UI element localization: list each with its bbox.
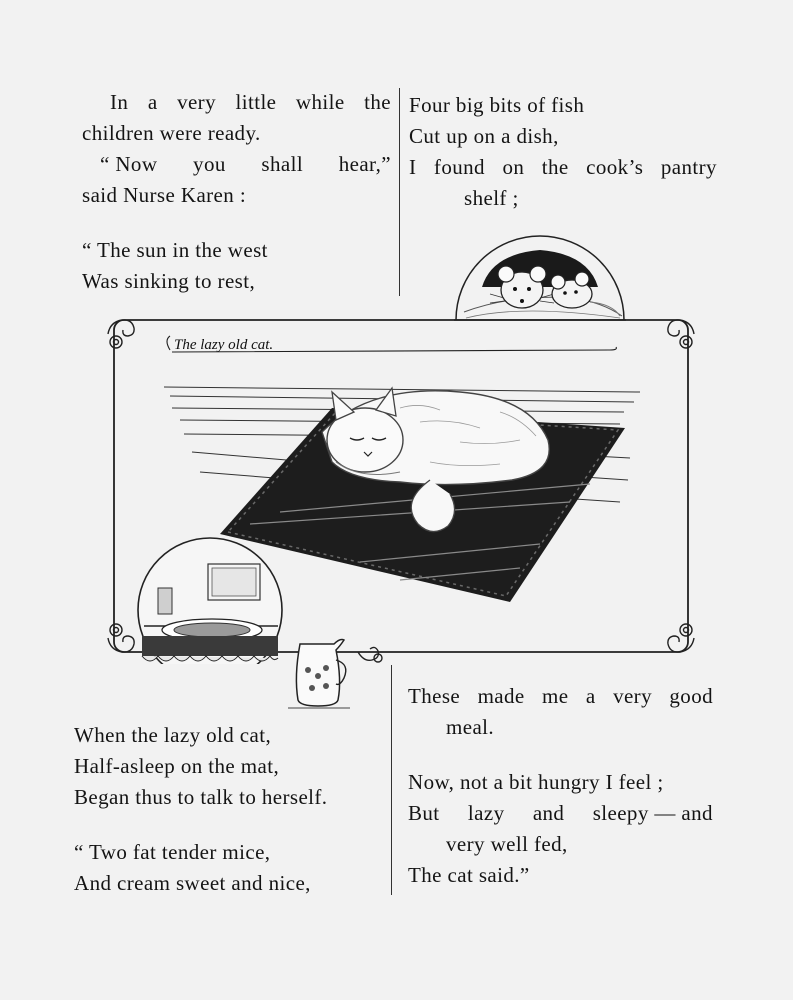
text-line: said Nurse Karen :	[82, 183, 247, 207]
word: very	[613, 684, 652, 708]
word: made	[477, 684, 525, 708]
text-line: shelf ;	[464, 186, 519, 210]
text-line: meal.	[446, 715, 495, 739]
text-line: The cat said.”	[408, 863, 530, 887]
word: cook’s	[586, 155, 644, 179]
text-line: And cream sweet and nice,	[74, 871, 311, 895]
text-line: Now, not a bit hungry I feel ;	[408, 770, 664, 794]
word: a	[585, 684, 596, 708]
column-rule-top	[399, 88, 400, 296]
word: me	[542, 684, 569, 708]
text-line: Cut up on a dish,	[409, 124, 559, 148]
text-line: very well fed,	[446, 832, 568, 856]
illustration-caption: The lazy old cat.	[174, 337, 274, 353]
text-line	[408, 681, 713, 712]
text-line: “ The sun in the west	[82, 238, 268, 262]
word: on	[502, 155, 525, 179]
word: found	[433, 155, 485, 179]
word: while	[295, 90, 345, 114]
verse-top-right	[409, 90, 717, 214]
text-line	[409, 152, 717, 183]
word: you	[193, 152, 226, 176]
text-line: When the lazy old cat,	[74, 723, 272, 747]
word: But	[408, 801, 440, 825]
word: In	[110, 90, 129, 114]
text-line: Four big bits of fish	[409, 93, 585, 117]
word: the	[364, 90, 391, 114]
word: little	[235, 90, 277, 114]
word: pantry	[660, 155, 717, 179]
verse-top-left	[82, 87, 391, 297]
word: “ Now	[100, 152, 158, 176]
word: shall	[261, 152, 304, 176]
text-line	[82, 87, 391, 118]
text-line: “ Two fat tender mice,	[74, 840, 271, 864]
word: lazy	[467, 801, 505, 825]
word: and	[532, 801, 565, 825]
word: very	[177, 90, 216, 114]
text-line: Was sinking to rest,	[82, 269, 256, 293]
verse-bottom-right	[408, 681, 713, 891]
word: These	[408, 684, 461, 708]
dish-vignette	[138, 538, 282, 664]
word: a	[147, 90, 158, 114]
word: good	[669, 684, 713, 708]
verse-bottom-left	[74, 720, 384, 899]
word: I	[409, 155, 417, 179]
text-line: Half-asleep on the mat,	[74, 754, 280, 778]
text-line: children were ready.	[82, 121, 261, 145]
mice-vignette	[452, 232, 628, 324]
text-line	[408, 798, 713, 829]
word: the	[541, 155, 569, 179]
text-line	[82, 149, 391, 180]
word: sleepy — and	[592, 801, 713, 825]
text-line: Began thus to talk to herself.	[74, 785, 328, 809]
cream-jug	[286, 630, 352, 710]
mouse-icon	[551, 272, 620, 316]
column-rule-bottom	[391, 665, 392, 895]
word: hear,”	[338, 152, 391, 176]
cat-illustration	[100, 312, 702, 664]
